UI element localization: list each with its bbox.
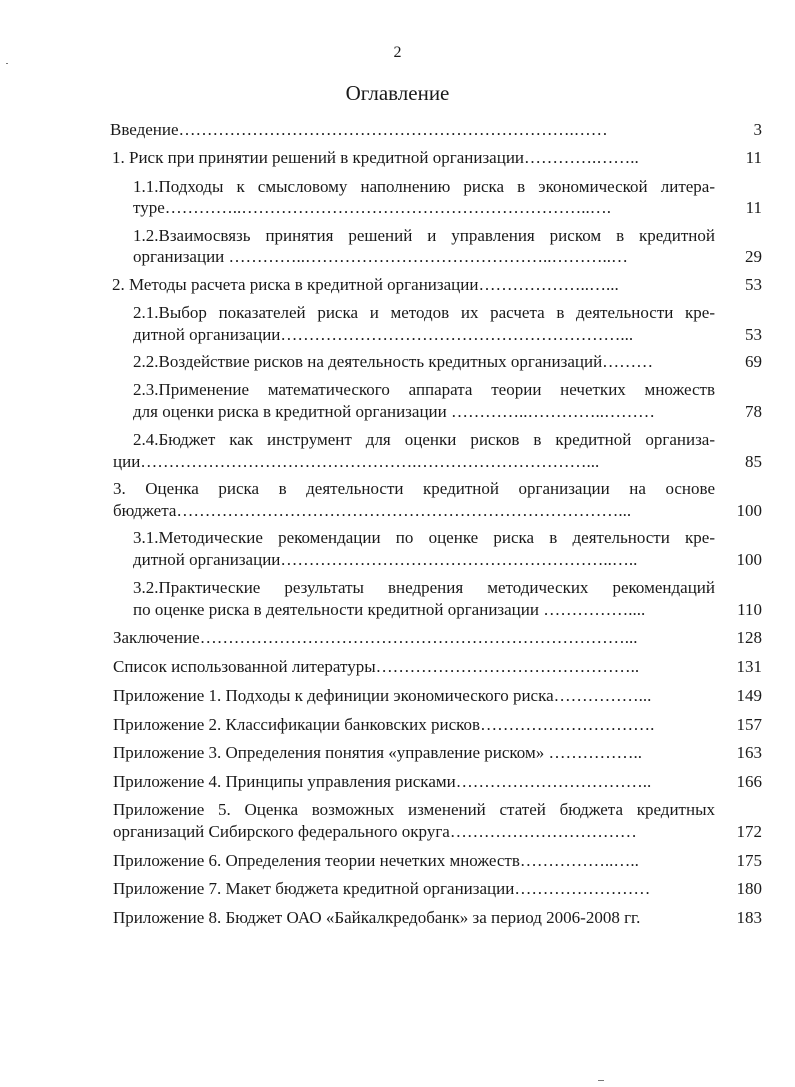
- toc-entry-label: Приложение 4. Принципы управления рисками……………………………..: [113, 772, 652, 791]
- toc-entry-label-line1: 3.1.Методические рекомендации по оценке риска в деятельности кре-: [133, 528, 715, 547]
- toc-entry-label: 1. Риск при принятии решений в кредитной организации………….……..: [112, 148, 639, 167]
- toc-entry-page: 149: [736, 686, 762, 705]
- toc-entry-label-line1: 3.2.Практические результаты внедрения методических рекомендаций: [133, 578, 715, 597]
- toc-entry-label-line2: организации …………..……………………………………..………..…: [133, 247, 629, 266]
- toc-entry-label-line2: по оценке риска в деятельности кредитной организации ……………....: [133, 600, 646, 619]
- toc-entry-page: 53: [745, 325, 762, 344]
- toc-entry-label: Приложение 7. Макет бюджета кредитной организации……………………: [113, 879, 651, 898]
- toc-entry-page: 100: [736, 550, 762, 569]
- toc-entry-label-line2: бюджета……………………………………………………………………...: [113, 501, 632, 520]
- toc-entry-label-line1: 2.1.Выбор показателей риска и методов их расчета в деятельности кре-: [133, 303, 715, 322]
- toc-entry-label: Приложение 8. Бюджет ОАО «Байкалкредобанк» за период 2006-2008 гг.: [113, 908, 641, 927]
- scan-speck: [598, 1080, 604, 1081]
- toc-entry-label-line1: 1.1.Подходы к смысловому наполнению риска в экономической литера-: [133, 177, 715, 196]
- toc-entry-label: Приложение 3. Определения понятия «управление риском» ……………..: [113, 743, 642, 762]
- toc-entry-page: 78: [745, 402, 762, 421]
- toc-entry-page: 53: [745, 275, 762, 294]
- toc-entry-page: 110: [737, 600, 762, 619]
- toc-entry-label-line2: ции………………………………………….…………………………...: [113, 452, 600, 471]
- toc-entry-page: 11: [745, 148, 762, 167]
- toc-entry-page: 100: [736, 501, 762, 520]
- toc-entry-label-line2: дитной организации…………………………………………………..…..: [133, 550, 638, 569]
- toc-entry-page: 183: [736, 908, 762, 927]
- toc-entry-label-line1: Приложение 5. Оценка возможных изменений статей бюджета кредитных: [113, 800, 715, 819]
- toc-entry-page: 180: [736, 879, 762, 898]
- toc-entry-label-line2: организаций Сибирского федерального округа……………………………: [113, 822, 637, 841]
- toc-entry-label: Приложение 1. Подходы к дефиниции экономического риска……………...: [113, 686, 652, 705]
- toc-entry-page: 163: [736, 743, 762, 762]
- toc-entry-label: Приложение 6. Определения теории нечетких множеств……………..…..: [113, 851, 639, 870]
- toc-entry-label-line2: для оценки риска в кредитной организации …………..…………..………: [133, 402, 655, 421]
- scan-speck: [6, 63, 8, 64]
- toc-entry-page: 29: [745, 247, 762, 266]
- toc-entry-label-line1: 2.4.Бюджет как инструмент для оценки рисков в кредитной организа-: [133, 430, 715, 449]
- toc-entry-label: Заключение…………………………………………………………………...: [113, 628, 638, 647]
- toc-entry-page: 11: [745, 198, 762, 217]
- toc-entry-page: 85: [745, 452, 762, 471]
- toc-entry-page: 166: [736, 772, 762, 791]
- page-number: 2: [393, 44, 402, 61]
- toc-entry-page: 131: [736, 657, 762, 676]
- toc-entry-page: 157: [736, 715, 762, 734]
- toc-entry-label-line2: туре…………..……………………………………………………..….: [133, 198, 612, 217]
- toc-entry-label-line2: дитной организации……………………………………………………...: [133, 325, 634, 344]
- toc-entry-page: 172: [736, 822, 762, 841]
- toc-entry-label: 2.2.Воздействие рисков на деятельность кредитных организаций………: [133, 352, 654, 371]
- toc-entry-label-line1: 3. Оценка риска в деятельности кредитной организации на основе: [113, 479, 715, 498]
- toc-entry-label: 2. Методы расчета риска в кредитной организации………………..…...: [112, 275, 619, 294]
- toc-entry-label: Список использованной литературы………………………………………..: [113, 657, 640, 676]
- toc-entry-label: Приложение 2. Классификации банковских рисков………………………….: [113, 715, 655, 734]
- toc-entry-label-line1: 2.3.Применение математического аппарата теории нечетких множеств: [133, 380, 715, 399]
- toc-entry-label-line1: 1.2.Взаимосвязь принятия решений и управления риском в кредитной: [133, 226, 715, 245]
- toc-entry-page: 128: [736, 628, 762, 647]
- toc-entry-label: Введение…………………………………………………………….……: [110, 120, 608, 139]
- toc-title: Оглавление: [345, 81, 450, 105]
- toc-entry-page: 3: [753, 120, 762, 139]
- toc-entry-page: 69: [745, 352, 762, 371]
- toc-entry-page: 175: [736, 851, 762, 870]
